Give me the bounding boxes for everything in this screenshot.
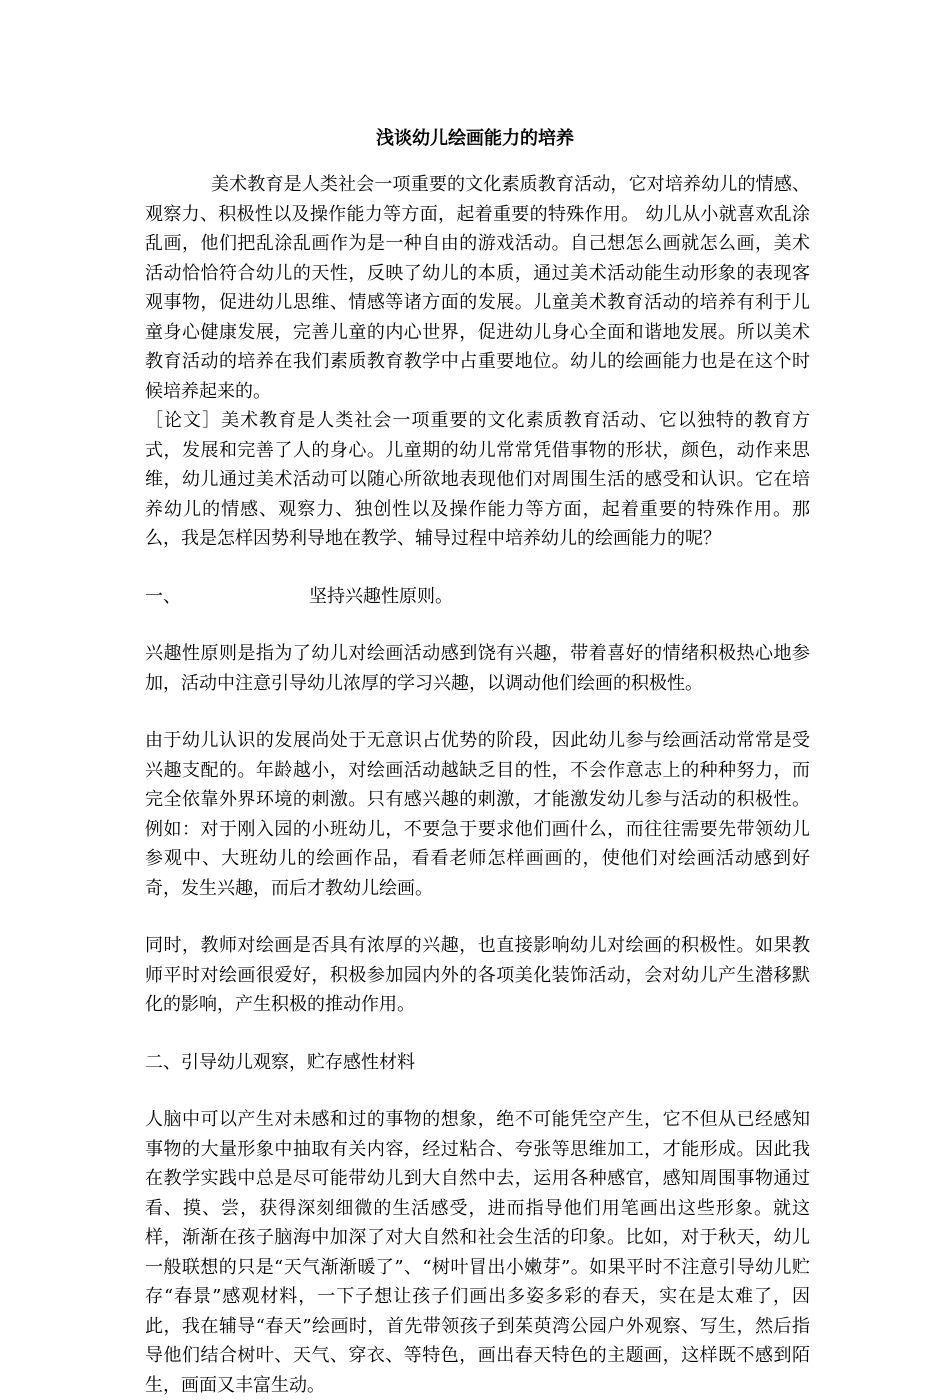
- section-heading-2: 二、引导幼儿观察，贮存感性材料: [145, 1051, 415, 1073]
- paragraph-observation: 人脑中可以产生对未感和过的事物的想象，绝不可能凭空产生，它不但从已经感知事物的大量形象中抽取有关内容，经过粘合、夸张等思维加工，才能形成。因此我在教学实践中总是尽可能带幼儿到大自然中去，运用各种感官，感知周围事物通过看、摸、尝，获得深刻细微的生活感受，进而指导他们用笔画出这些形象。就这样，渐渐在孩子脑海中加深了对大自然和社会生活的印象。比如，对于秋天，幼儿一般联想的只是“天气渐渐暖了”、“树叶冒出小嫩芽”。如果平时不注意引导幼儿贮存“春景”感观材料，一下子想让孩子们画出多姿多彩的春天，实在是太难了，因此，我在辅导“春天”绘画时，首先带领孩子到茱萸湾公园户外观察、写生，然后指导他们结合树叶、天气、穿衣、等特色，画出春天特色的主题画，这样既不感到陌生，画面又丰富生动。: [145, 1109, 810, 1396]
- paragraph-interest-principle: 兴趣性原则是指为了幼儿对绘画活动感到饶有兴趣，带着喜好的情绪积极热心地参加，活动中注意引导幼儿浓厚的学习兴趣，以调动他们绘画的积极性。: [145, 643, 810, 694]
- intro-paragraph: 美术教育是人类社会一项重要的文化素质教育活动，它对培养幼儿的情感、观察力、积极性以及操作能力等方面，起着重要的特殊作用。 幼儿从小就喜欢乱涂乱画，他们把乱涂乱画作为是一种自由的游戏活动。自己想怎么画就怎么画，美术活动恰恰符合幼儿的天性，反映了幼儿的本质，通过美术活动能生动形象的表现客观事物，促进幼儿思维、情感等诸方面的发展。儿童美术教育活动的培养有利于儿童身心健康发展，完善儿童的内心世界，促进幼儿身心全面和谐地发展。所以美术教育活动的培养在我们素质教育教学中占重要地位。幼儿的绘画能力也是在这个时候培养起来的。: [145, 174, 810, 402]
- document-title: 浅谈幼儿绘画能力的培养: [376, 128, 574, 149]
- thesis-paragraph: ［论文］美术教育是人类社会一项重要的文化素质教育活动、它以独特的教育方式，发展和完善了人的身心。儿童期的幼儿常常凭借事物的形状，颜色，动作来思维，幼儿通过美术活动可以随心所欲地表现他们对周围生活的感受和认识。它在培养幼儿的情感、观察力、独创性以及操作能力等方面，起着重要的特殊作用。那么，我是怎样因势利导地在教学、辅导过程中培养幼儿的绘画能力的呢？: [145, 410, 810, 549]
- paragraph-teacher-interest: 同时，教师对绘画是否具有浓厚的兴趣，也直接影响幼儿对绘画的积极性。如果教师平时对绘画很爱好，积极参加园内外的各项美化装饰活动，会对幼儿产生潜移默化的影响，产生积极的推动作用。: [145, 935, 810, 1015]
- document-body: [145, 170, 810, 1400]
- paragraph-cognitive-development: 由于幼儿认识的发展尚处于无意识占优势的阶段，因此幼儿参与绘画活动常常是受兴趣支配的。年龄越小，对绘画活动越缺乏目的性，不会作意志上的种种努力，而完全依靠外界环境的刺激。只有感兴趣的刺激，才能激发幼儿参与活动的积极性。例如：对于刚入园的小班幼儿，不要急于要求他们画什么，而往往需要先带领幼儿参观中、大班幼儿的绘画作品，看看老师怎样画画的，使他们对绘画活动感到好奇，发生兴趣，而后才教幼儿绘画。: [145, 730, 810, 899]
- section-heading-1-text: 坚持兴趣性原则。: [309, 585, 453, 607]
- section-heading-1: [145, 582, 810, 612]
- section-number-1: 一、: [145, 585, 181, 607]
